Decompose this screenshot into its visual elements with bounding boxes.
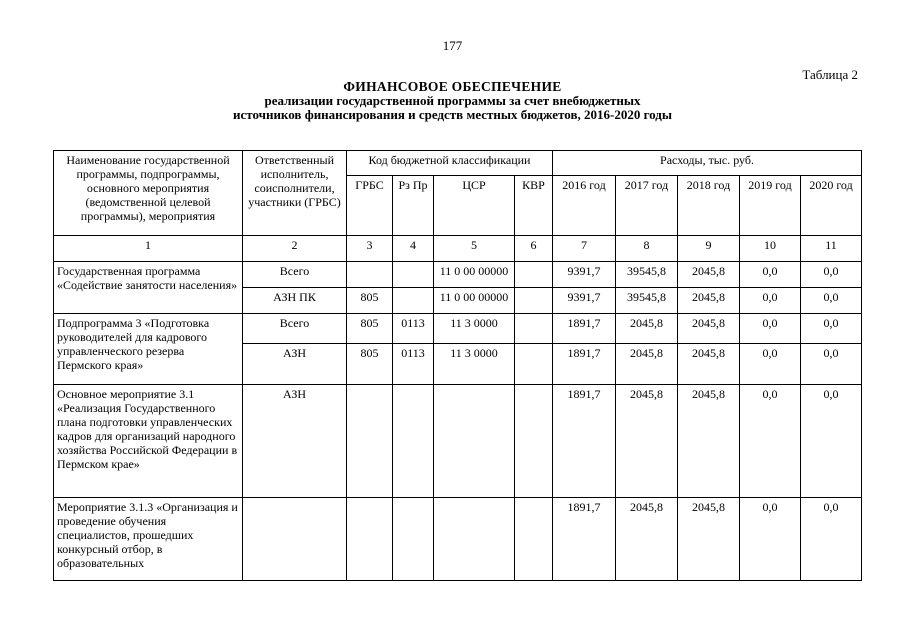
title-main: ФИНАНСОВОЕ ОБЕСПЕЧЕНИЕ bbox=[343, 79, 562, 94]
rzpr-cell bbox=[393, 288, 434, 314]
program-name-cell: Мероприятие 3.1.3 «Организация и проведение обучения специалистов, прошедших конкурсный отбор, в образовательных bbox=[54, 498, 243, 581]
column-number-row bbox=[54, 236, 862, 262]
amount-2017: 39545,8 bbox=[616, 288, 678, 314]
header-budget-code: Код бюджетной классификации bbox=[347, 151, 553, 176]
program-name-cell: Подпрограмма 3 «Подготовка руководителей для кадрового управленческого резерва Пермского края» bbox=[54, 314, 243, 385]
amount-2020: 0,0 bbox=[801, 288, 862, 314]
kvr-cell bbox=[515, 262, 553, 288]
csr-cell: 11 0 00 00000 bbox=[434, 262, 515, 288]
rzpr-cell bbox=[393, 385, 434, 498]
rzpr-cell bbox=[393, 262, 434, 288]
column-number: 2 bbox=[243, 236, 347, 262]
table-row bbox=[54, 498, 862, 581]
amount-2016: 1891,7 bbox=[553, 498, 616, 581]
header-year-2017: 2017 год bbox=[616, 176, 678, 236]
header-rzpr: Рз Пр bbox=[393, 176, 434, 236]
responsible-cell: АЗН bbox=[243, 385, 347, 498]
header-expenses: Расходы, тыс. руб. bbox=[553, 151, 862, 176]
grbs-cell bbox=[347, 498, 393, 581]
table-body bbox=[54, 151, 862, 581]
grbs-cell: 805 bbox=[347, 288, 393, 314]
responsible-cell: Всего bbox=[243, 314, 347, 344]
kvr-cell bbox=[515, 498, 553, 581]
responsible-cell bbox=[243, 498, 347, 581]
amount-2018: 2045,8 bbox=[678, 314, 740, 344]
column-number: 5 bbox=[434, 236, 515, 262]
amount-2019: 0,0 bbox=[740, 385, 801, 498]
csr-cell: 11 3 0000 bbox=[434, 314, 515, 344]
header-year-2018: 2018 год bbox=[678, 176, 740, 236]
header-grbs: ГРБС bbox=[347, 176, 393, 236]
column-number: 11 bbox=[801, 236, 862, 262]
amount-2017: 39545,8 bbox=[616, 262, 678, 288]
column-number: 6 bbox=[515, 236, 553, 262]
grbs-cell bbox=[347, 385, 393, 498]
kvr-cell bbox=[515, 314, 553, 344]
grbs-cell: 805 bbox=[347, 344, 393, 385]
header-year-2020: 2020 год bbox=[801, 176, 862, 236]
amount-2016: 1891,7 bbox=[553, 385, 616, 498]
amount-2018: 2045,8 bbox=[678, 288, 740, 314]
amount-2016: 9391,7 bbox=[553, 288, 616, 314]
header-row-1 bbox=[54, 151, 862, 176]
responsible-cell: Всего bbox=[243, 262, 347, 288]
header-kvr: КВР bbox=[515, 176, 553, 236]
rzpr-cell: 0113 bbox=[393, 314, 434, 344]
responsible-cell: АЗН ПК bbox=[243, 288, 347, 314]
amount-2018: 2045,8 bbox=[678, 498, 740, 581]
csr-cell bbox=[434, 385, 515, 498]
column-number: 8 bbox=[616, 236, 678, 262]
amount-2016: 1891,7 bbox=[553, 344, 616, 385]
amount-2018: 2045,8 bbox=[678, 385, 740, 498]
amount-2017: 2045,8 bbox=[616, 344, 678, 385]
table-row bbox=[54, 262, 862, 288]
amount-2018: 2045,8 bbox=[678, 344, 740, 385]
table-label: Таблица 2 bbox=[802, 67, 858, 82]
header-year-2019: 2019 год bbox=[740, 176, 801, 236]
financial-table bbox=[53, 150, 862, 581]
column-number: 10 bbox=[740, 236, 801, 262]
table-row bbox=[54, 314, 862, 344]
column-number: 4 bbox=[393, 236, 434, 262]
grbs-cell bbox=[347, 262, 393, 288]
kvr-cell bbox=[515, 288, 553, 314]
page-number: 177 bbox=[442, 38, 463, 53]
program-name-cell: Основное мероприятие 3.1 «Реализация Государственного плана подготовки управленческих кадров для организаций народного хозяйства Российской Федерации в Пермском крае» bbox=[54, 385, 243, 498]
document-title bbox=[0, 80, 905, 122]
header-year-2016: 2016 год bbox=[553, 176, 616, 236]
column-number: 1 bbox=[54, 236, 243, 262]
header-name: Наименование государственной программы, подпрограммы, основного мероприятия (ведомственной целевой программы), мероприятия bbox=[54, 151, 243, 236]
rzpr-cell bbox=[393, 498, 434, 581]
title-line-1: реализации государственной программы за счет внебюджетных bbox=[264, 93, 641, 108]
csr-cell bbox=[434, 498, 515, 581]
amount-2019: 0,0 bbox=[740, 314, 801, 344]
kvr-cell bbox=[515, 385, 553, 498]
amount-2017: 2045,8 bbox=[616, 385, 678, 498]
column-number: 3 bbox=[347, 236, 393, 262]
header-responsible: Ответственный исполнитель, соисполнители, участники (ГРБС) bbox=[243, 151, 347, 236]
kvr-cell bbox=[515, 344, 553, 385]
column-number: 9 bbox=[678, 236, 740, 262]
amount-2016: 9391,7 bbox=[553, 262, 616, 288]
amount-2017: 2045,8 bbox=[616, 314, 678, 344]
amount-2019: 0,0 bbox=[740, 344, 801, 385]
title-line-2: источников финансирования и средств местных бюджетов, 2016-2020 годы bbox=[232, 107, 673, 122]
amount-2020: 0,0 bbox=[801, 385, 862, 498]
amount-2020: 0,0 bbox=[801, 344, 862, 385]
csr-cell: 11 3 0000 bbox=[434, 344, 515, 385]
amount-2016: 1891,7 bbox=[553, 314, 616, 344]
header-csr: ЦСР bbox=[434, 176, 515, 236]
amount-2020: 0,0 bbox=[801, 314, 862, 344]
amount-2018: 2045,8 bbox=[678, 262, 740, 288]
amount-2019: 0,0 bbox=[740, 498, 801, 581]
responsible-cell: АЗН bbox=[243, 344, 347, 385]
program-name-cell: Государственная программа «Содействие занятости населения» bbox=[54, 262, 243, 314]
grbs-cell: 805 bbox=[347, 314, 393, 344]
amount-2017: 2045,8 bbox=[616, 498, 678, 581]
rzpr-cell: 0113 bbox=[393, 344, 434, 385]
amount-2019: 0,0 bbox=[740, 288, 801, 314]
amount-2020: 0,0 bbox=[801, 498, 862, 581]
column-number: 7 bbox=[553, 236, 616, 262]
amount-2019: 0,0 bbox=[740, 262, 801, 288]
amount-2020: 0,0 bbox=[801, 262, 862, 288]
table-row bbox=[54, 385, 862, 498]
csr-cell: 11 0 00 00000 bbox=[434, 288, 515, 314]
